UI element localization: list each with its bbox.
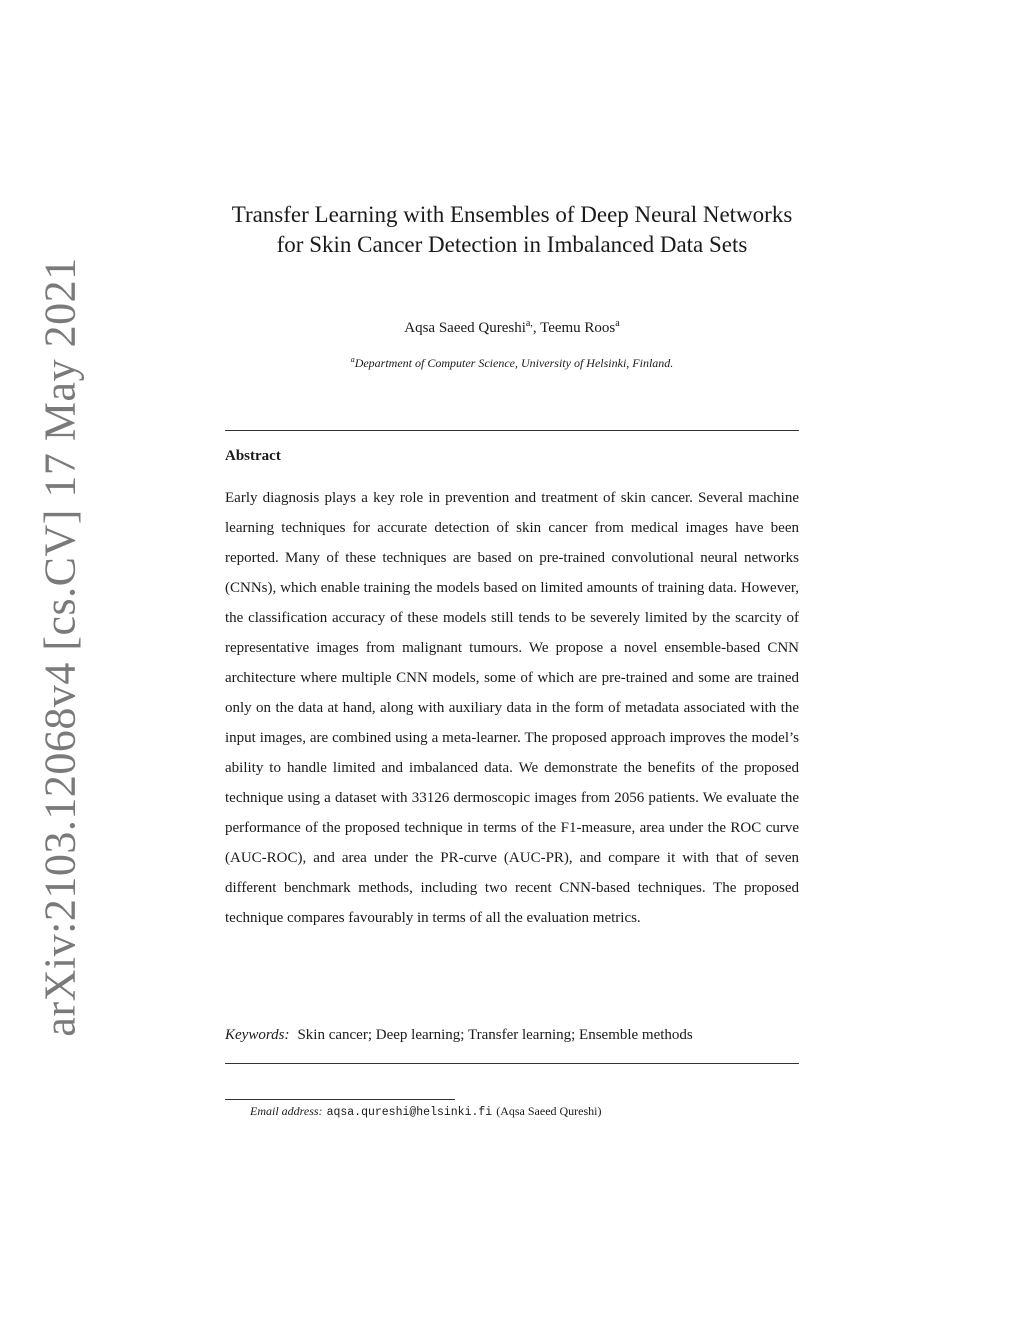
abstract-bottom-rule xyxy=(225,1063,799,1064)
keywords-text: Skin cancer; Deep learning; Transfer learning; Ensemble methods xyxy=(297,1027,693,1043)
paper-title: Transfer Learning with Ensembles of Deep Neural Networks for Skin Cancer Detection in Imbalanced Data Sets xyxy=(231,202,793,257)
affiliation-mark: a xyxy=(350,355,355,364)
author-name: Teemu Roos xyxy=(540,320,616,336)
keywords-label: Keywords: xyxy=(225,1027,290,1043)
email-owner: (Aqsa Saeed Qureshi) xyxy=(496,1104,602,1118)
author-name: Aqsa Saeed Qureshi xyxy=(404,320,526,336)
abstract-heading: Abstract xyxy=(225,448,281,464)
footnote xyxy=(250,1104,602,1119)
email-address[interactable]: aqsa.qureshi@helsinki.fi xyxy=(326,1106,493,1119)
affiliation xyxy=(230,355,794,371)
keywords xyxy=(225,1027,799,1044)
affiliation-mark: a xyxy=(615,318,620,329)
email-label: Email address: xyxy=(250,1104,323,1118)
abstract-text: Early diagnosis plays a key role in prevention and treatment of skin cancer. Several machine learning techniques for accurate detection of skin cancer from medical images have been reported. Many of these techniques are based on pre-trained convolutional neural networks (CNNs), which enable training the models based on limited amounts of training data. However, the classification accuracy of these models still tends to be severely limited by the scarcity of representative images from malignant tumours. We propose a novel ensemble-based CNN architecture where multiple CNN models, some of which are pre-trained and some are trained only on the data at hand, along with auxiliary data in the form of metadata associated with the input images, are combined using a meta-learner. The proposed approach improves the model’s ability to handle limited and imbalanced data. We demonstrate the benefits of the proposed technique using a dataset with 33126 dermoscopic images from 2056 patients. We evaluate the performance of the proposed technique in terms of the F1-measure, area under the ROC curve (AUC-ROC), and area under the PR-curve (AUC-PR), and compare it with that of seven different benchmark methods, including two recent CNN-based techniques. The proposed technique compares favourably in terms of all the evaluation metrics. xyxy=(225,490,799,926)
author-separator: , xyxy=(532,320,541,336)
author-line xyxy=(230,318,794,337)
footnote-rule xyxy=(225,1099,455,1100)
arxiv-stamp: arXiv:2103.12068v4 [cs.CV] 17 May 2021 xyxy=(35,257,85,1037)
abstract-top-rule xyxy=(225,430,799,431)
affiliation-mark: a, xyxy=(525,318,533,329)
affiliation-text: Department of Computer Science, University of Helsinki, Finland. xyxy=(354,356,674,370)
